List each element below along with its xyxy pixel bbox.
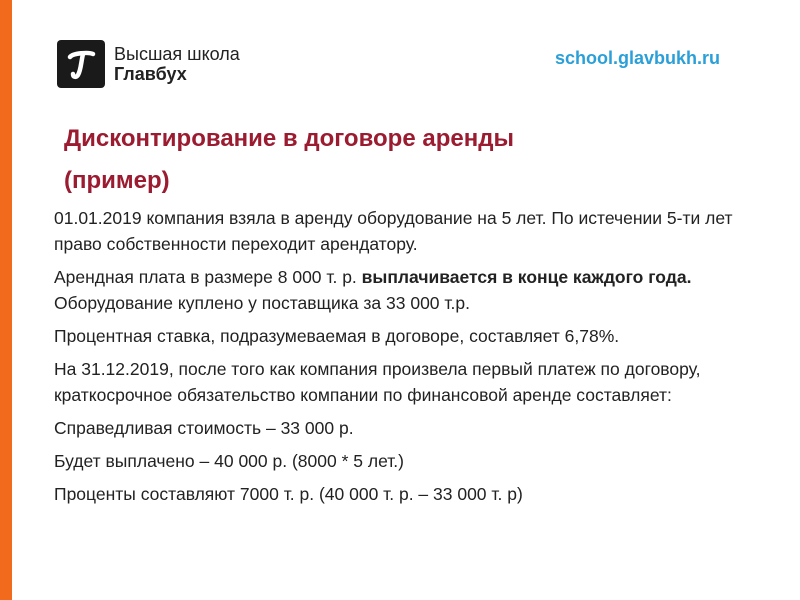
paragraph-liability: На 31.12.2019, после того как компания произвела первый платеж по договору, краткосрочное обязательство компании по финансовой аренде составляет: [54,359,701,405]
brand-line2: Главбух [114,64,187,84]
paragraph-fair-value: Справедливая стоимость – 33 000 р. [54,418,354,438]
slide-body [54,205,764,514]
slide-title-line2: (пример) [64,167,170,194]
brand-line1: Высшая школа [114,44,240,64]
payment-text-bold: выплачивается в конце каждого года. [361,267,692,287]
paragraph-interest-rate: Процентная ставка, подразумеваемая в договоре, составляет 6,78%. [54,326,620,346]
brand-name [114,44,240,84]
accent-side-bar [0,0,12,600]
paragraph-total-paid: Будет выплачено – 40 000 р. (8000 * 5 лет.) [54,451,404,471]
serif-t-logo-icon [57,40,105,88]
payment-text-2: Оборудование куплено у поставщика за 33 000 т.р. [54,293,470,313]
paragraph-interest-total: Проценты составляют 7000 т. р. (40 000 т. р. – 33 000 т. р) [54,484,523,504]
site-link[interactable]: school.glavbukh.ru [554,48,720,68]
paragraph-lease-terms: 01.01.2019 компания взяла в аренду оборудование на 5 лет. По истечении 5-ти лет право собственности переходит арендатору. [54,208,733,254]
slide-title-line1: Дисконтирование в договоре аренды [64,125,514,152]
slide-title [64,118,514,202]
paragraph-lease-payment [54,264,764,316]
payment-text-1: Арендная плата в размере 8 000 т. р. [54,267,362,287]
